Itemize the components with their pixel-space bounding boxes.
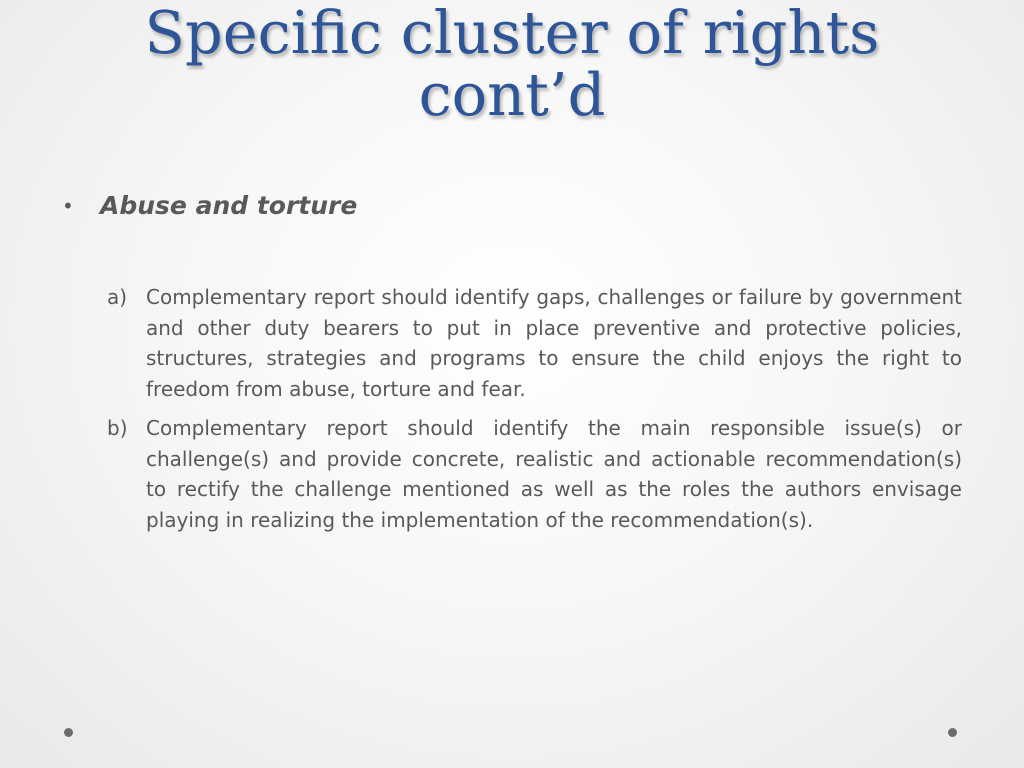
sub-list-item-b [104,413,962,535]
sub-list-item-a [104,282,962,404]
bullet-icon: • [62,194,74,218]
slide-title [0,0,1024,129]
slide-title-line-1: Specific cluster of rights [144,0,880,67]
sub-list-marker: b) [107,416,128,440]
sub-list-text: Complementary report should identify gaps, challenges or failure by government and other duty bearers to put in place preventive and protective policies, structures, strategies and programs to ensure the child enjoys the right to freedom from abuse, torture and fear. [146,285,962,401]
sub-list-text: Complementary report should identify the main responsible issue(s) or challenge(s) and provide concrete, realistic and actionable recommendation(s) to rectify the challenge mentioned as well as the roles the authors envisage playing in realizing the implementation of the recommendation(s). [146,416,962,532]
bullet-item [62,190,357,222]
sub-list-marker: a) [107,285,128,309]
sub-list [104,282,962,544]
slide-title-line-2: cont’d [418,60,606,129]
bullet-heading: Abuse and torture [100,191,358,220]
decorative-dot-icon [948,728,957,737]
decorative-dot-icon [64,728,73,737]
